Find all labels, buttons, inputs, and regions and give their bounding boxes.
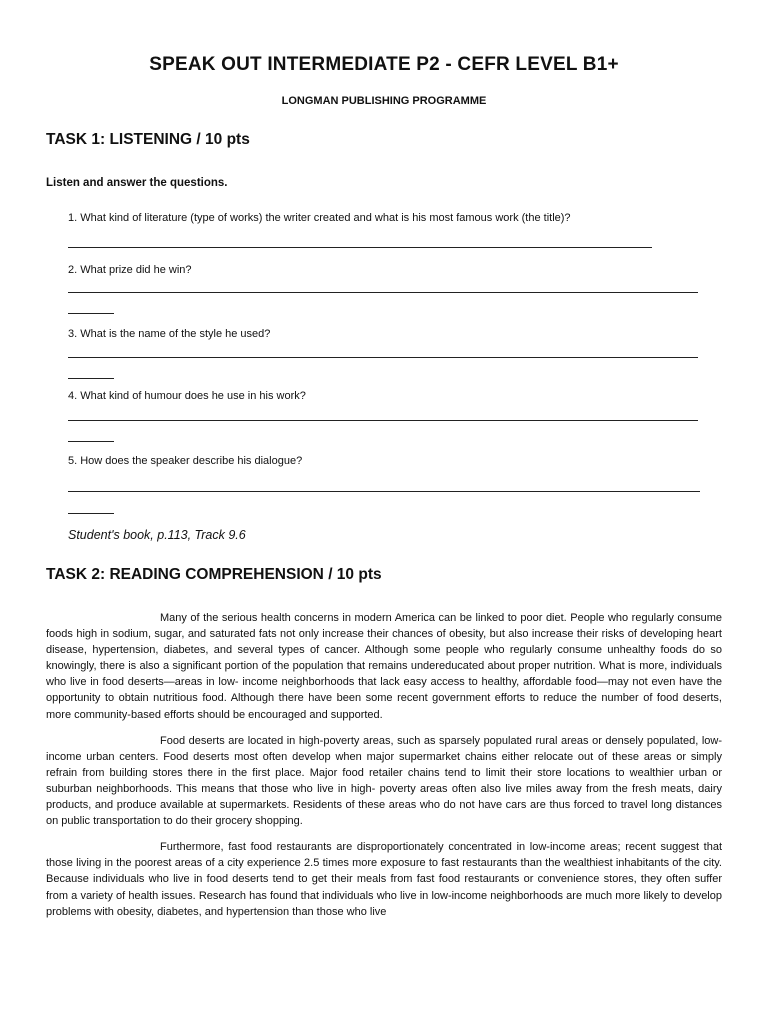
task1-source-reference: Student's book, p.113, Track 9.6 (68, 528, 246, 542)
page-subtitle: LONGMAN PUBLISHING PROGRAMME (281, 95, 487, 107)
answer-line-5[interactable] (68, 491, 700, 492)
answer-line-3-continuation[interactable] (68, 378, 114, 379)
task1-points: / 10 pts (196, 131, 250, 148)
reading-paragraph-2: Food deserts are located in high-poverty areas, such as sparsely populated rural areas or densely populated, low-income urban centers. Food deserts most often develop when major supermarket chains either relocate out of these areas or simply refrain from building stores there in the first place. Major food retailer chains tend to limit their store locations to wealthier urban or suburban neighborhoods. This means that those who live in high- poverty areas often also live miles away from the fresh meats, dairy products, and produce available at supermarkets. Residents of these areas who do not have cars are thus forced to travel long distances on public transportation to do their grocery shopping. (46, 734, 722, 828)
task1-title: TASK 1: LISTENING (46, 131, 193, 148)
reading-paragraph-3: Furthermore, fast food restaurants are disproportionately concentrated in low-income areas; recent suggest that those living in the poorest areas of a city experience 2.5 times more exposure to fast restaurants than the wealthiest inhabitants of the city. Because individuals who live in food deserts tend to get their meals from fast food restaurants or convenience stores, they often suffer from a variety of health issues. Research has found that individuals who live in low-income neighborhoods are much more likely to develop problems with obesity, diabetes, and hypertension than those who live (46, 841, 722, 918)
task1-heading (46, 131, 250, 149)
question-5: 5. How does the speaker describe his dialogue? (68, 455, 303, 467)
answer-line-2[interactable] (68, 292, 698, 293)
reading-paragraph-1: Many of the serious health concerns in modern America can be linked to poor diet. People who regularly consume foods high in sodium, sugar, and saturated fats not only increase their chances of obesity, but also increase their risks of developing heart disease, hypertension, diabetes, and several types of cancer. Although some people who regularly consume unhealthy foods do so knowingly, there is also a significant portion of the population that remains undereducated about proper nutrition. What is more, individuals who live in food deserts—areas in low- income neighborhoods that lack easy access to healthy, affordable food—may not even have the opportunity to obtain nutritious food. Although there have been some recent government efforts to reduce the number of food deserts, more community-based efforts should be encouraged and supported. (46, 612, 722, 721)
page-title: SPEAK OUT INTERMEDIATE P2 - CEFR LEVEL B1+ (149, 54, 619, 75)
task2-points: / 10 pts (328, 566, 382, 583)
reading-passage (46, 610, 722, 930)
answer-line-4-continuation[interactable] (68, 441, 114, 442)
answer-line-2-continuation[interactable] (68, 313, 114, 314)
question-4: 4. What kind of humour does he use in his work? (68, 390, 306, 402)
question-1: 1. What kind of literature (type of works) the writer created and what is his most famous work (the title)? (68, 212, 571, 224)
answer-line-1[interactable] (68, 247, 652, 248)
question-2: 2. What prize did he win? (68, 264, 192, 276)
answer-line-3[interactable] (68, 357, 698, 358)
answer-line-4[interactable] (68, 420, 698, 421)
task1-instruction: Listen and answer the questions. (46, 177, 228, 189)
task2-title: TASK 2: READING COMPREHENSION (46, 566, 324, 583)
answer-line-5-continuation[interactable] (68, 513, 114, 514)
task2-heading (46, 566, 382, 584)
question-3: 3. What is the name of the style he used? (68, 328, 271, 340)
